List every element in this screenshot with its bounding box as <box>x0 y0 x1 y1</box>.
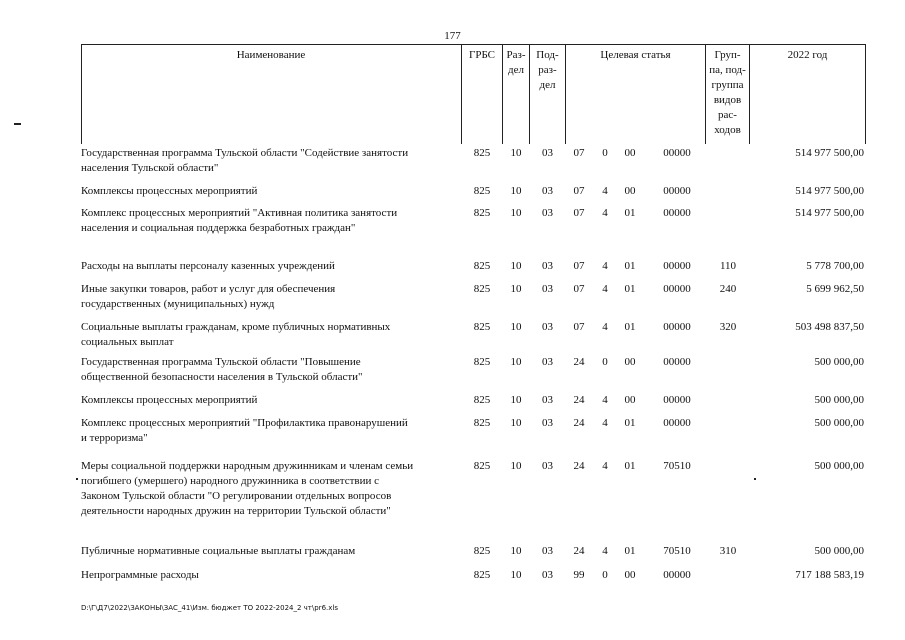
row-c1: 24 <box>573 356 585 368</box>
row-c1: 07 <box>573 283 585 295</box>
row-c2: 4 <box>602 185 608 197</box>
row-c1: 99 <box>573 569 585 581</box>
row-pr: 03 <box>542 569 553 581</box>
header-podrazdel: Под- раз- дел <box>536 49 559 91</box>
row-c1: 24 <box>573 460 585 472</box>
row-c3: 01 <box>624 283 636 295</box>
row-pr: 03 <box>542 147 553 159</box>
row-c3: 01 <box>624 460 636 472</box>
row-grbs: 825 <box>473 417 491 429</box>
row-c2: 4 <box>602 207 608 219</box>
row-sum: 500 000,00 <box>814 417 864 429</box>
row-c4: 00000 <box>663 260 691 272</box>
row-c4: 70510 <box>663 460 691 472</box>
row-vr: 320 <box>719 321 737 333</box>
row-sum: 503 498 837,50 <box>795 321 864 333</box>
row-grbs: 825 <box>473 356 491 368</box>
row-c4: 00000 <box>663 185 691 197</box>
row-c1: 07 <box>573 207 585 219</box>
row-vr: 110 <box>719 260 737 272</box>
row-rz: 10 <box>510 260 522 272</box>
row-c1: 07 <box>573 321 585 333</box>
row-sum: 514 977 500,00 <box>795 147 864 159</box>
row-grbs: 825 <box>473 321 491 333</box>
row-rz: 10 <box>510 207 522 219</box>
row-c3: 01 <box>624 417 636 429</box>
row-c1: 07 <box>573 185 585 197</box>
scan-mark <box>754 478 756 480</box>
row-name: Государственная программа Тульской области "Повышение общественной безопасности населения в Тульской области" <box>81 356 363 383</box>
row-sum: 500 000,00 <box>814 545 864 557</box>
row-name: Публичные нормативные социальные выплаты гражданам <box>81 545 356 557</box>
row-c3: 01 <box>624 207 636 219</box>
row-c2: 4 <box>602 321 608 333</box>
row-c4: 00000 <box>663 569 691 581</box>
row-c3: 01 <box>624 260 636 272</box>
row-pr: 03 <box>542 321 553 333</box>
row-rz: 10 <box>510 460 522 472</box>
row-c1: 07 <box>573 147 585 159</box>
row-sum: 500 000,00 <box>814 394 864 406</box>
table-header-grid <box>81 44 866 144</box>
row-c2: 4 <box>602 260 608 272</box>
row-c2: 0 <box>602 569 608 581</box>
row-c1: 24 <box>573 417 585 429</box>
row-sum: 500 000,00 <box>814 356 864 368</box>
row-c2: 4 <box>602 417 608 429</box>
row-c4: 00000 <box>663 417 691 429</box>
row-c2: 0 <box>602 147 608 159</box>
header-expense-group: Груп- па, под- группа видов рас- ходов <box>709 49 746 136</box>
row-rz: 10 <box>510 545 522 557</box>
row-c3: 00 <box>624 569 636 581</box>
row-c3: 00 <box>624 185 636 197</box>
row-c4: 00000 <box>663 356 691 368</box>
row-name: Государственная программа Тульской области "Содействие занятости населения Тульской области" <box>81 147 409 174</box>
row-vr: 310 <box>719 545 737 557</box>
row-c3: 01 <box>624 321 636 333</box>
row-rz: 10 <box>510 321 522 333</box>
row-rz: 10 <box>510 283 522 295</box>
row-sum: 500 000,00 <box>814 460 864 472</box>
row-pr: 03 <box>542 545 553 557</box>
row-name: Иные закупки товаров, работ и услуг для обеспечения государственных (муниципальных) нужд <box>81 283 336 310</box>
row-c1: 24 <box>573 545 585 557</box>
row-rz: 10 <box>510 417 522 429</box>
header-year: 2022 год <box>787 49 828 61</box>
row-c3: 00 <box>624 394 636 406</box>
row-c1: 07 <box>573 260 585 272</box>
row-c3: 00 <box>624 147 636 159</box>
row-c4: 00000 <box>663 283 691 295</box>
row-sum: 5 699 962,50 <box>806 283 864 295</box>
row-grbs: 825 <box>473 545 491 557</box>
row-grbs: 825 <box>473 394 491 406</box>
row-c4: 00000 <box>663 207 691 219</box>
row-c2: 0 <box>602 356 608 368</box>
row-grbs: 825 <box>473 283 491 295</box>
row-sum: 514 977 500,00 <box>795 185 864 197</box>
row-sum: 5 778 700,00 <box>806 260 864 272</box>
row-pr: 03 <box>542 460 553 472</box>
scan-mark <box>14 123 21 125</box>
row-name: Комплексы процессных мероприятий <box>81 394 258 406</box>
header-name: Наименование <box>236 49 306 61</box>
row-c4: 00000 <box>663 394 691 406</box>
page-number: 177 <box>444 30 461 42</box>
header-target-article: Целевая статья <box>600 49 671 61</box>
row-rz: 10 <box>510 185 522 197</box>
row-grbs: 825 <box>473 207 491 219</box>
row-pr: 03 <box>542 356 553 368</box>
row-pr: 03 <box>542 283 553 295</box>
header-razdel: Раз- дел <box>506 49 526 76</box>
row-c3: 00 <box>624 356 636 368</box>
row-name: Расходы на выплаты персоналу казенных учреждений <box>81 260 335 272</box>
row-vr: 240 <box>719 283 737 295</box>
scan-mark <box>76 478 78 480</box>
row-name: Социальные выплаты гражданам, кроме публичных нормативных социальных выплат <box>81 321 391 348</box>
row-c2: 4 <box>602 545 608 557</box>
row-c4: 70510 <box>663 545 691 557</box>
row-grbs: 825 <box>473 147 491 159</box>
row-rz: 10 <box>510 356 522 368</box>
row-c2: 4 <box>602 460 608 472</box>
row-sum: 514 977 500,00 <box>795 207 864 219</box>
row-pr: 03 <box>542 260 553 272</box>
row-c2: 4 <box>602 283 608 295</box>
row-grbs: 825 <box>473 569 491 581</box>
row-name: Комплекс процессных мероприятий "Активная политика занятости населения и социальная поддержка безработных граждан" <box>81 207 398 234</box>
row-pr: 03 <box>542 207 553 219</box>
row-name: Комплексы процессных мероприятий <box>81 185 258 197</box>
row-c4: 00000 <box>663 321 691 333</box>
row-name: Меры социальной поддержки народным дружинникам и членам семьи погибшего (умершего) народного дружинника в соответствии с Законом Тульской области "О регулировании отдельных вопросов деятельности народных дружин на территории Тульской области" <box>81 460 414 517</box>
row-name: Комплекс процессных мероприятий "Профилактика правонарушений и терроризма" <box>81 417 408 444</box>
row-c4: 00000 <box>663 147 691 159</box>
row-grbs: 825 <box>473 260 491 272</box>
header-grbs: ГРБС <box>468 49 496 61</box>
row-rz: 10 <box>510 147 522 159</box>
row-c1: 24 <box>573 394 585 406</box>
row-name: Непрограммные расходы <box>81 569 199 581</box>
row-c2: 4 <box>602 394 608 406</box>
row-pr: 03 <box>542 394 553 406</box>
row-pr: 03 <box>542 185 553 197</box>
row-grbs: 825 <box>473 460 491 472</box>
row-rz: 10 <box>510 569 522 581</box>
row-pr: 03 <box>542 417 553 429</box>
file-path-footer: D:\Г\Д7\2022\ЗАКОНЫ\ЗАС_41\Изм. бюджет ТО 2022-2024_2 чт\pr6.xls <box>81 604 338 612</box>
row-grbs: 825 <box>473 185 491 197</box>
row-rz: 10 <box>510 394 522 406</box>
row-sum: 717 188 583,19 <box>795 569 864 581</box>
row-c3: 01 <box>624 545 636 557</box>
header-divider <box>865 44 866 144</box>
